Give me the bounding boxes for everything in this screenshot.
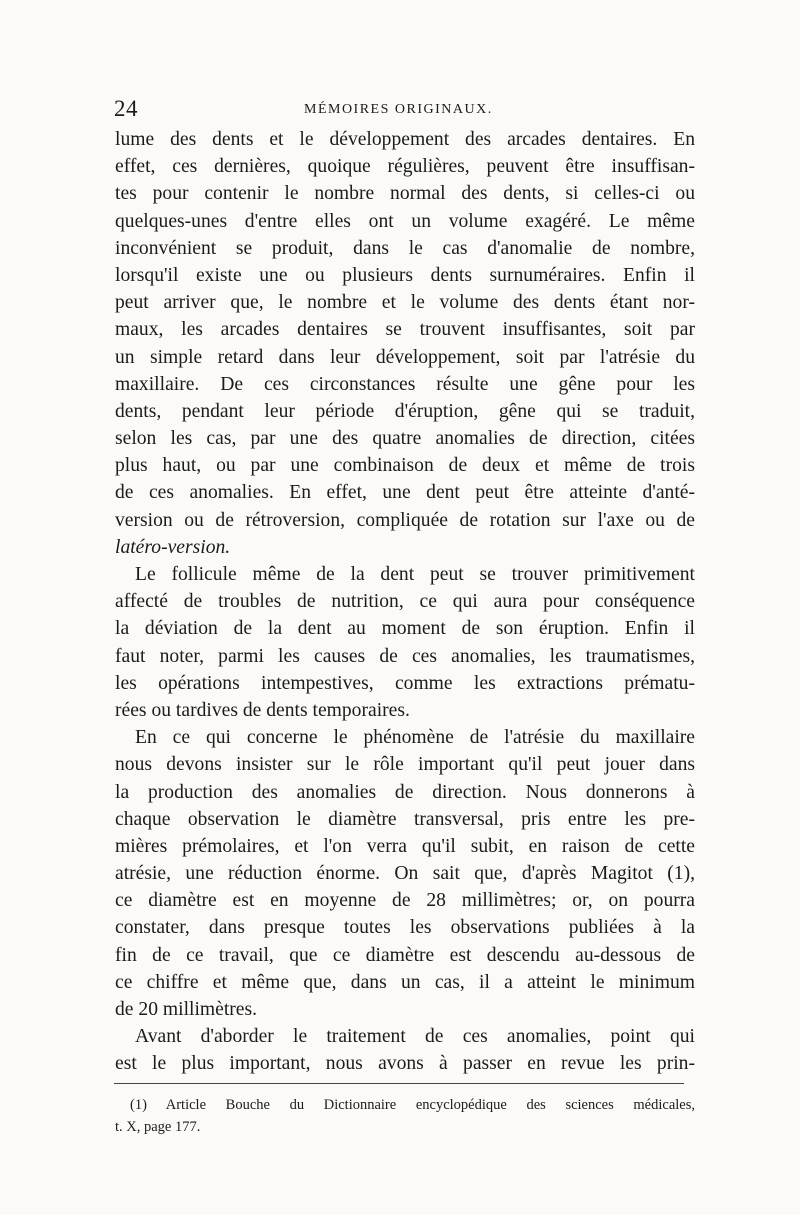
text-line: lume des dents et le développement des arcades dentaires. En bbox=[115, 129, 695, 150]
body-text bbox=[115, 126, 695, 1078]
page-number: 24 bbox=[114, 96, 138, 121]
text-line: ce diamètre est en moyenne de 28 millimètres; or, on pourra bbox=[115, 890, 695, 912]
text-line: Le follicule même de la dent peut se trouver primitivement bbox=[135, 564, 695, 585]
text-line bbox=[115, 534, 695, 561]
page-header bbox=[114, 96, 694, 122]
text-line: la déviation de la dent au moment de son éruption. Enfin il bbox=[115, 618, 695, 640]
text-line: est le plus important, nous avons à passer en revue les prin- bbox=[115, 1053, 695, 1075]
text-line: peut arriver que, le nombre et le volume des dents étant nor- bbox=[115, 292, 695, 314]
footnote bbox=[115, 1094, 695, 1138]
text-line: constater, dans presque toutes les observations publiées à la bbox=[115, 917, 695, 939]
footnote-divider bbox=[114, 1083, 684, 1084]
text-line: quelques-unes d'entre elles ont un volume exagéré. Le même bbox=[115, 210, 695, 232]
italic-term: latéro-version. bbox=[115, 536, 231, 558]
text-line: selon les cas, par une des quatre anomalies de direction, citées bbox=[115, 428, 695, 450]
text-line: dents, pendant leur période d'éruption, gêne qui se traduit, bbox=[115, 400, 695, 422]
text-line: ce chiffre et même que, dans un cas, il a atteint le minimum bbox=[115, 971, 695, 993]
text-line: mières prémolaires, et l'on verra qu'il subit, en raison de cette bbox=[115, 835, 695, 857]
text-line: maxillaire. De ces circonstances résulte une gêne pour les bbox=[115, 373, 695, 395]
text-line: rées ou tardives de dents temporaires. bbox=[115, 699, 410, 721]
text-line: lorsqu'il existe une ou plusieurs dents surnuméraires. Enfin il bbox=[115, 264, 695, 286]
text-line: maux, les arcades dentaires se trouvent insuffisantes, soit par bbox=[115, 319, 695, 341]
text-line: inconvénient se produit, dans le cas d'anomalie de nombre, bbox=[115, 237, 695, 259]
text-line: de ces anomalies. En effet, une dent peut être atteinte d'anté- bbox=[115, 482, 695, 504]
text-line: affecté de troubles de nutrition, ce qui aura pour conséquence bbox=[115, 591, 695, 613]
text-line: un simple retard dans leur développement, soit par l'atrésie du bbox=[115, 346, 695, 368]
footnote-line: t. X, page 177. bbox=[115, 1119, 201, 1135]
text-line: faut noter, parmi les causes de ces anomalies, les traumatismes, bbox=[115, 645, 695, 667]
text-line: de 20 millimètres. bbox=[115, 999, 258, 1020]
footnote-line: (1) Article Bouche du Dictionnaire encyclopédique des sciences médicales, bbox=[130, 1097, 695, 1113]
text-line: En ce qui concerne le phénomène de l'atrésie du maxillaire bbox=[135, 727, 695, 749]
text-line: Avant d'aborder le traitement de ces anomalies, point qui bbox=[135, 1026, 695, 1048]
text-line: chaque observation le diamètre transversal, pris entre les pre- bbox=[115, 808, 695, 830]
running-head: MÉMOIRES ORIGINAUX. bbox=[304, 102, 493, 117]
text-line: tes pour contenir le nombre normal des dents, si celles-ci ou bbox=[115, 183, 695, 205]
text-line: version ou de rétroversion, compliquée de rotation sur l'axe ou de bbox=[115, 509, 695, 531]
text-line: la production des anomalies de direction. Nous donnerons à bbox=[115, 781, 695, 803]
text-line: les opérations intempestives, comme les extractions prématu- bbox=[115, 672, 695, 694]
text-line: plus haut, ou par une combinaison de deux et même de trois bbox=[115, 455, 695, 477]
text-line: fin de ce travail, que ce diamètre est descendu au-dessous de bbox=[115, 944, 695, 966]
text-line: nous devons insister sur le rôle important qu'il peut jouer dans bbox=[115, 754, 695, 776]
text-line: atrésie, une réduction énorme. On sait que, d'après Magitot (1), bbox=[115, 863, 695, 885]
text-line: effet, ces dernières, quoique régulières, peuvent être insuffisan- bbox=[115, 156, 695, 178]
